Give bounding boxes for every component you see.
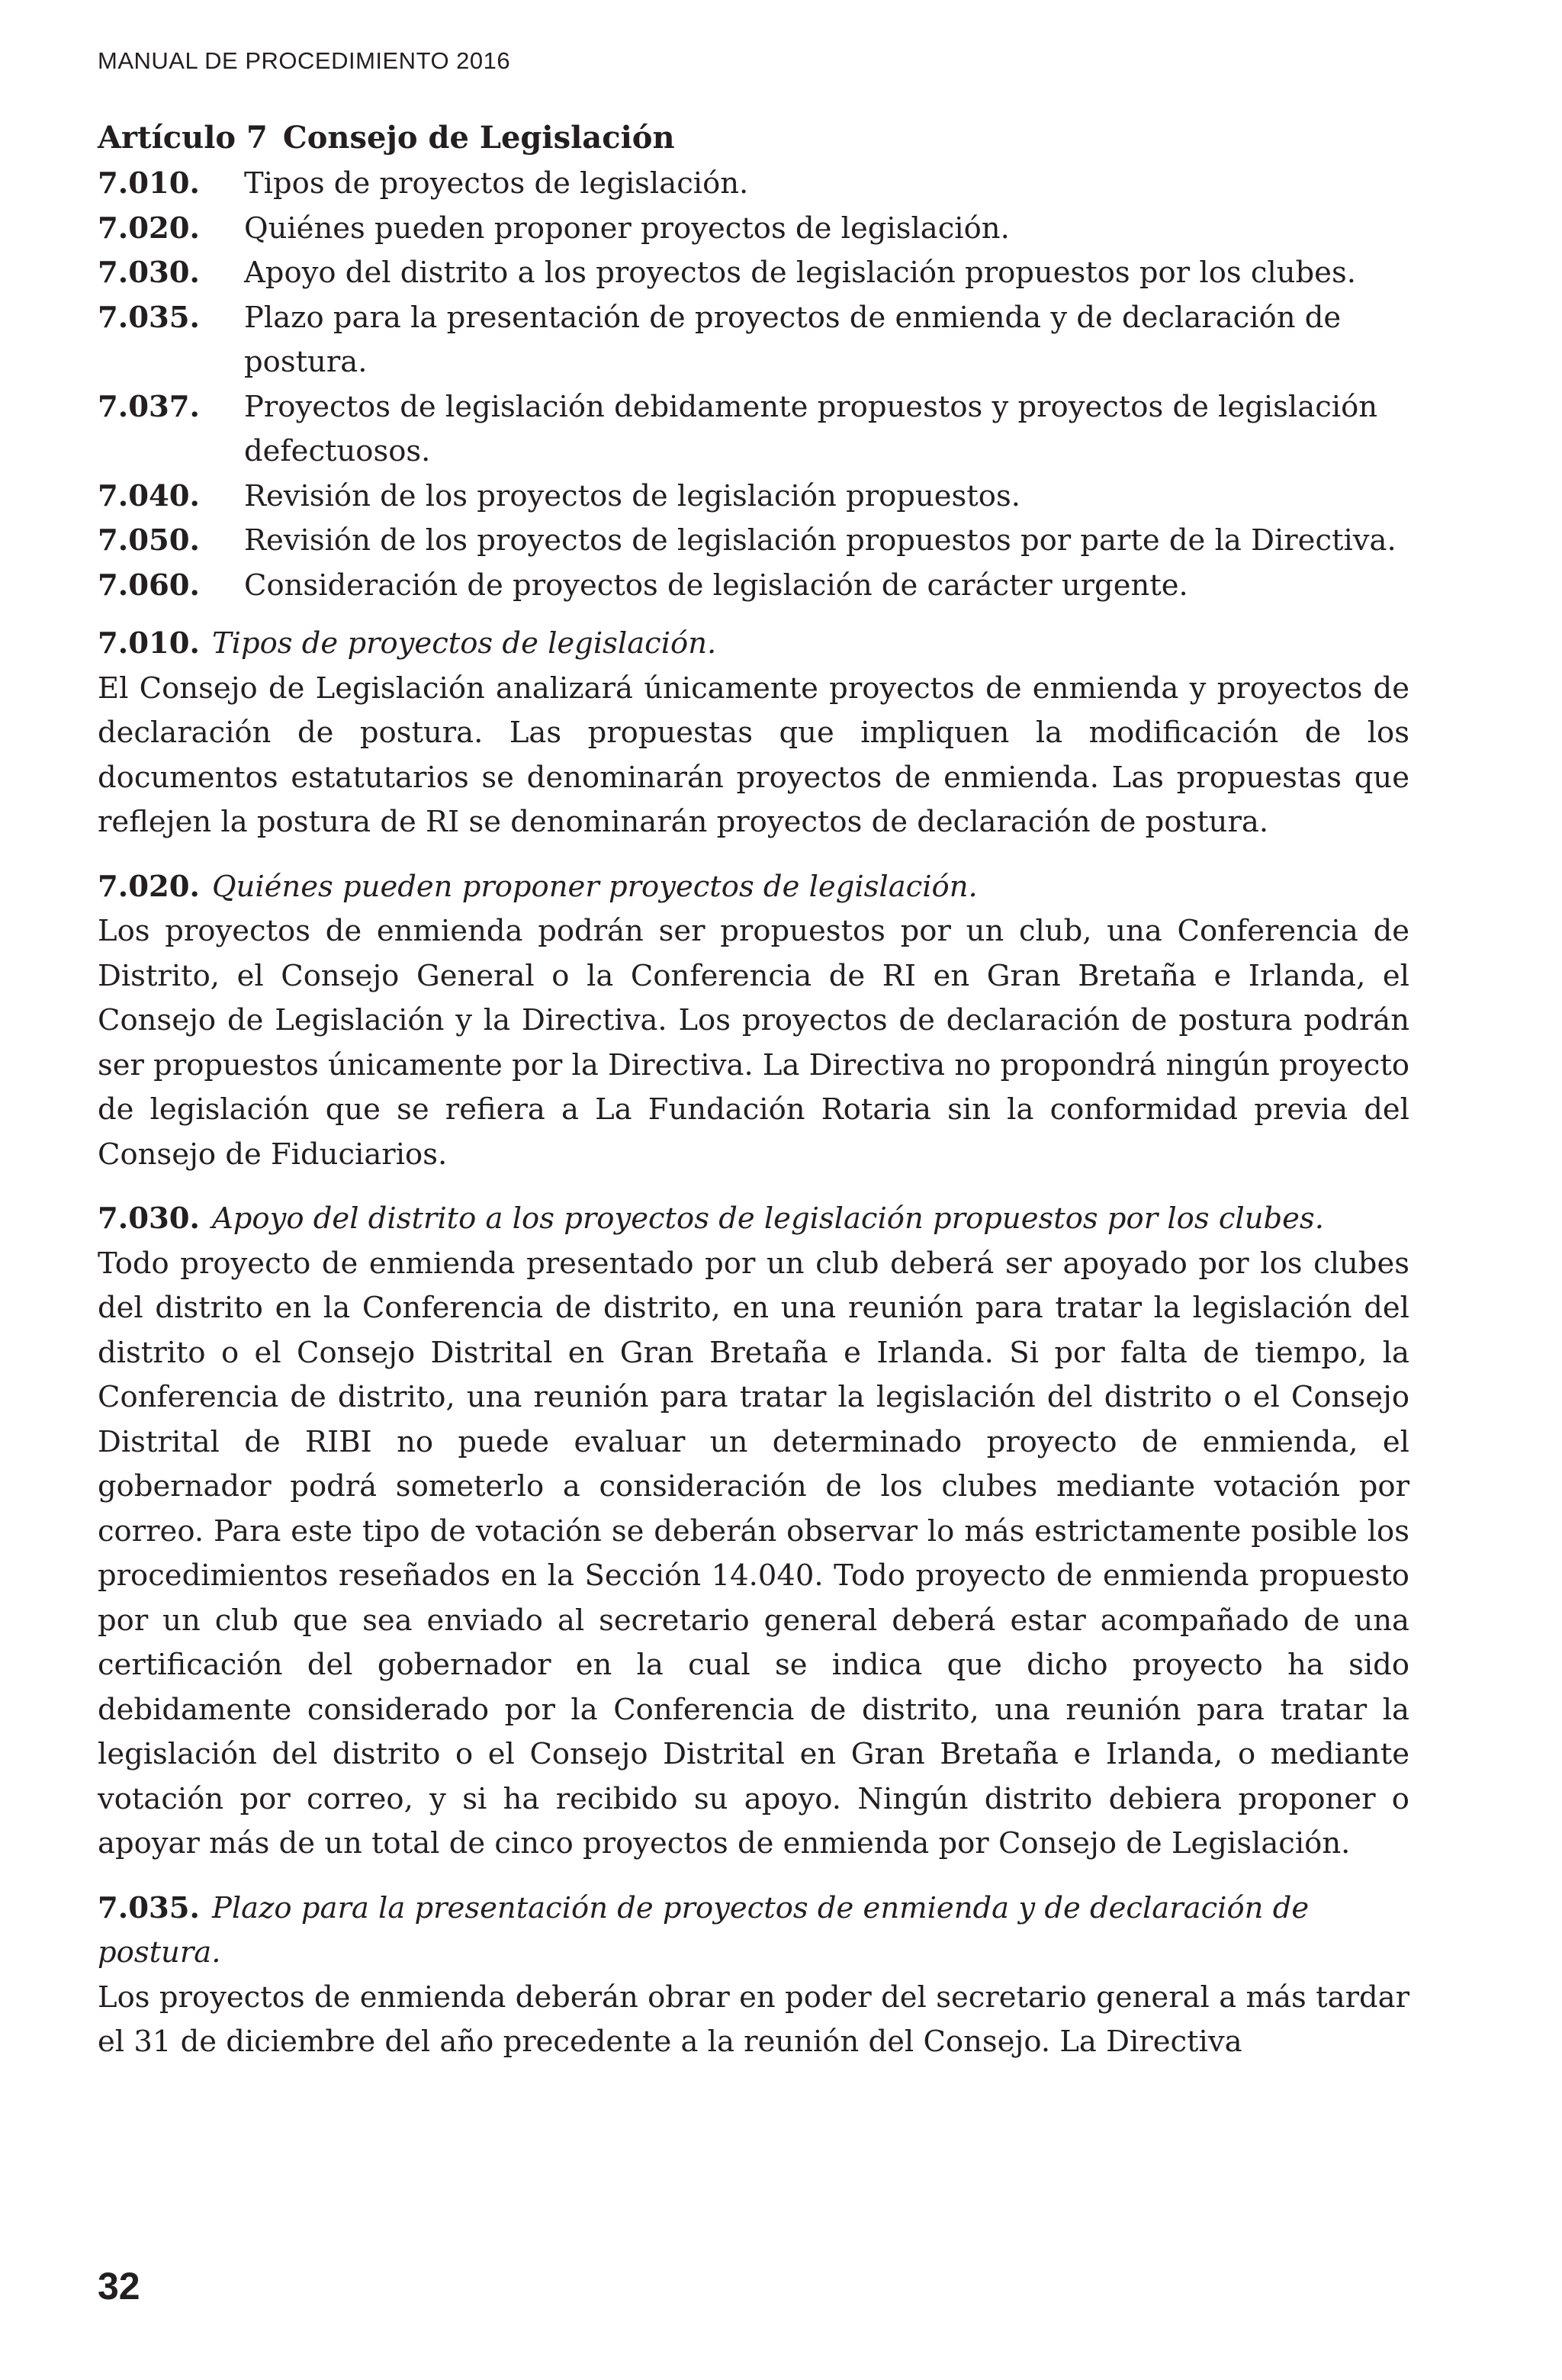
article-number: Artículo 7 [98,120,268,156]
section-number: 7.030. [98,1201,200,1236]
toc-item-number: 7.050. [98,523,200,558]
section-number: 7.010. [98,626,200,661]
toc-item-text: Consideración de proyectos de legislación de carácter urgente. [244,568,1188,603]
toc-item-text: Proyectos de legislación debidamente propuestos y proyectos de legislación defectuosos. [244,389,1378,468]
section-body: Todo proyecto de enmienda presentado por un club deberá ser apoyado por los clubes del distrito en la Conferencia de distrito, en una reunión para tratar la legislación del distrito o el Consejo Distrital en Gran Bretaña e Irlanda. Si por falta de tiempo, la Conferencia de distrito, una reunión para tratar la legislación del distrito o el Consejo Distrital de RIBI no puede evaluar un determinado proyecto de enmienda, el gobernador podrá someterlo a consideración de los clubes mediante votación por correo. Para este tipo de votación se deberán observar lo más estrictamente posible los procedimientos reseñados en la Sección 14.040. Todo proyecto de enmienda propuesto por un club que sea enviado al secretario general deberá estar acompañado de una certificación del gobernador en la cual se indica que dicho proyecto ha sido debidamente considerado por la Conferencia de distrito, una reunión para tratar la legislación del distrito o el Consejo Distrital en Gran Bretaña e Irlanda, o mediante votación por correo, y si ha recibido su apoyo. Ningún distrito debiera proponer o apoyar más de un total de cinco proyectos de enmienda por Consejo de Legislación. [98,1246,1409,1861]
toc-item-number: 7.040. [98,478,200,513]
toc-item-text: Plazo para la presentación de proyectos de enmienda y de declaración de postura. [244,300,1342,379]
toc-item-number: 7.035. [98,300,200,335]
section-heading [98,1197,1409,1242]
toc-item-text: Quiénes pueden proponer proyectos de legislación. [244,211,1010,246]
toc-item-text: Tipos de proyectos de legislación. [244,166,749,201]
section-body: Los proyectos de enmienda podrán ser propuestos por un club, una Conferencia de Distrito, el Consejo General o la Conferencia de RI en Gran Bretaña e Irlanda, el Consejo de Legislación y la Directiva. Los proyectos de declaración de postura podrán ser propuestos únicamente por la Directiva. La Directiva no propondrá ningún proyecto de legislación que se refiera a La Fundación Rotaria sin la conformidad previa del Consejo de Fiduciarios. [98,914,1409,1172]
section-7-010 [98,622,1409,845]
toc-item-text: Revisión de los proyectos de legislación propuestos por parte de la Directiva. [244,523,1396,558]
section-7-035 [98,1886,1409,2065]
toc-item-text: Revisión de los proyectos de legislación propuestos. [244,478,1020,513]
toc-item-number: 7.037. [98,389,200,424]
section-title: Tipos de proyectos de legislación. [211,626,717,661]
toc-item [98,251,1409,296]
article-table-of-contents [98,162,1409,608]
toc-item [98,474,1409,519]
page-number: 32 [98,2265,140,2308]
article-title [98,114,1409,162]
section-body: Los proyectos de enmienda deberán obrar en poder del secretario general a más tardar el 31 de diciembre del año precedente a la reunión del Consejo. La Directiva [98,1980,1409,2059]
article-name: Consejo de Legislación [282,120,675,156]
section-title: Plazo para la presentación de proyectos de enmienda y de declaración de postura. [98,1890,1310,1970]
section-7-030 [98,1197,1409,1867]
toc-item [98,564,1409,609]
toc-item [98,296,1409,385]
toc-item-number: 7.060. [98,568,200,603]
section-heading [98,622,1409,667]
page-content [98,114,1409,2085]
section-number: 7.035. [98,1890,200,1925]
section-number: 7.020. [98,869,200,904]
section-7-020 [98,865,1409,1178]
section-body: El Consejo de Legislación analizará únicamente proyectos de enmienda y proyectos de declaración de postura. Las propuestas que impliquen la modificación de los documentos estatutarios se denominarán proyectos de enmienda. Las propuestas que reflejen la postura de RI se denominarán proyectos de declaración de postura. [98,671,1409,839]
section-heading [98,865,1409,910]
section-heading [98,1886,1409,1976]
toc-item-text: Apoyo del distrito a los proyectos de legislación propuestos por los clubes. [244,256,1356,290]
toc-item [98,207,1409,252]
toc-item-number: 7.030. [98,256,200,290]
toc-item [98,519,1409,564]
toc-item [98,385,1409,474]
toc-item-number: 7.010. [98,166,200,201]
toc-item-number: 7.020. [98,211,200,246]
section-title: Apoyo del distrito a los proyectos de legislación propuestos por los clubes. [211,1201,1324,1236]
section-title: Quiénes pueden proponer proyectos de legislación. [211,869,978,904]
toc-item [98,162,1409,207]
running-header: MANUAL DE PROCEDIMIENTO 2016 [98,47,511,74]
